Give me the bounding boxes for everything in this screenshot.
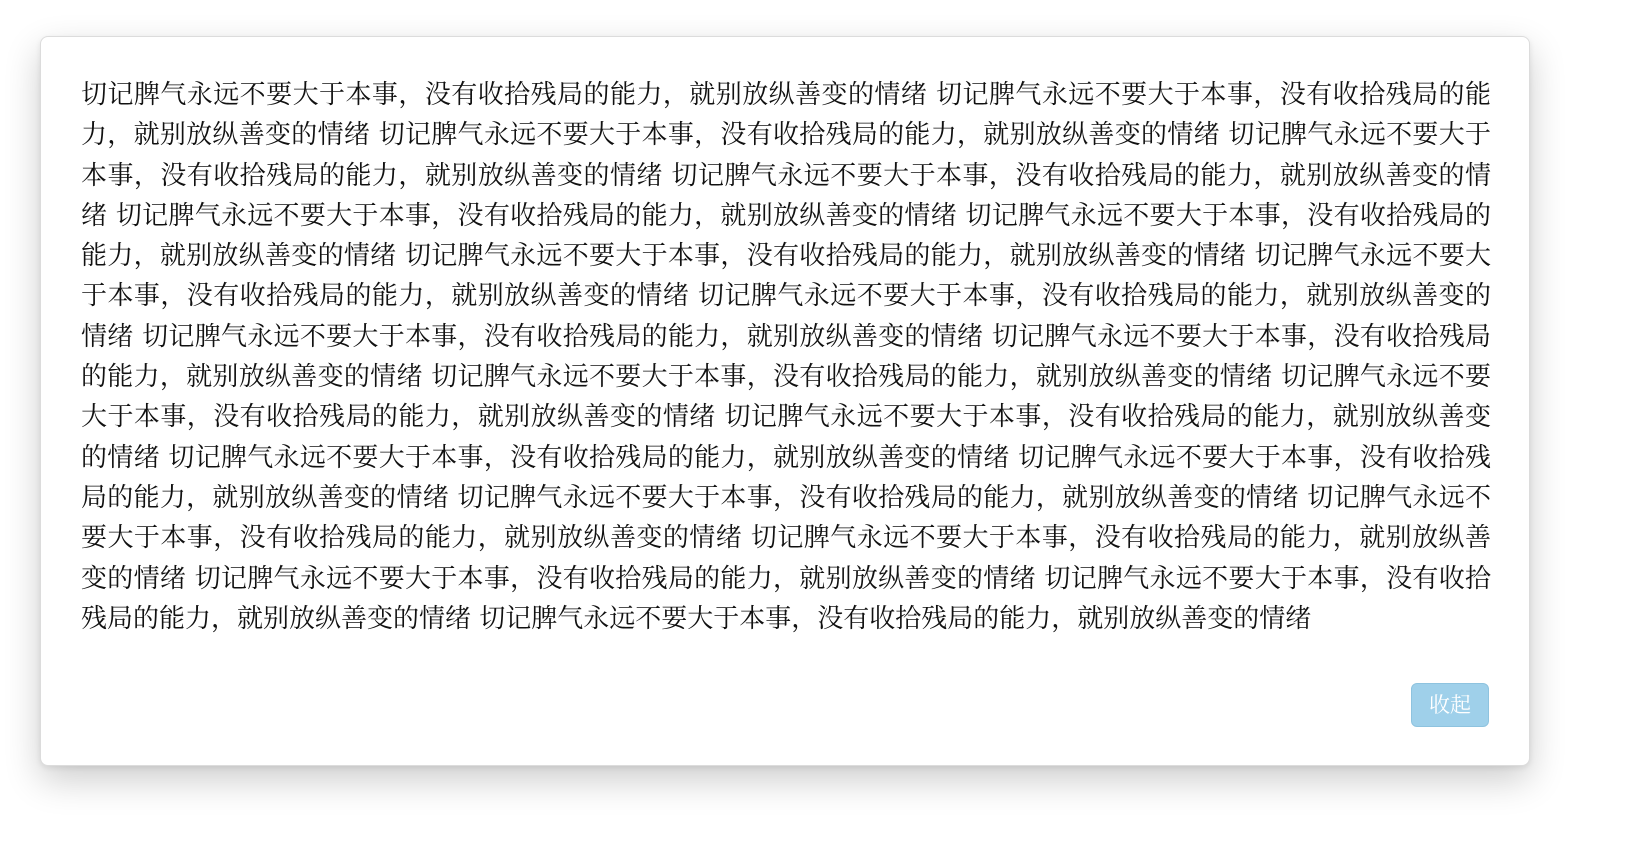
collapse-button[interactable]: 收起 — [1411, 683, 1489, 727]
expanded-text: 切记脾气永远不要大于本事，没有收拾残局的能力，就别放纵善变的情绪 切记脾气永远不要大于本事，没有收拾残局的能力，就别放纵善变的情绪 切记脾气永远不要大于本事，没有收拾残局的能力，就别放纵善变的情绪 切记脾气永远不要大于本事，没有收拾残局的能力，就别放纵善变的情绪 切记脾气永远不要大于本事，没有收拾残局的能力，就别放纵善变的情绪 切记脾气永远不要大于本事，没有收拾残局的能力，就别放纵善变的情绪 切记脾气永远不要大于本事，没有收拾残局的能力，就别放纵善变的情绪 切记脾气永远不要大于本事，没有收拾残局的能力，就别放纵善变的情绪 切记脾气永远不要大于本事，没有收拾残局的能力，就别放纵善变的情绪 切记脾气永远不要大于本事，没有收拾残局的能力，就别放纵善变的情绪 切记脾气永远不要大于本事，没有收拾残局的能力，就别放纵善变的情绪 切记脾气永远不要大于本事，没有收拾残局的能力，就别放纵善变的情绪 切记脾气永远不要大于本事，没有收拾残局的能力，就别放纵善变的情绪 切记脾气永远不要大于本事，没有收拾残局的能力，就别放纵善变的情绪 切记脾气永远不要大于本事，没有收拾残局的能力，就别放纵善变的情绪 切记脾气永远不要大于本事，没有收拾残局的能力，就别放纵善变的情绪 切记脾气永远不要大于本事，没有收拾残局的能力，就别放纵善变的情绪 切记脾气永远不要大于本事，没有收拾残局的能力，就别放纵善变的情绪 切记脾气永远不要大于本事，没有收拾残局的能力，就别放纵善变的情绪 切记脾气永远不要大于本事，没有收拾残局的能力，就别放纵善变的情绪 切记脾气永远不要大于本事，没有收拾残局的能力，就别放纵善变的情绪 切记脾气永远不要大于本事，没有收拾残局的能力，就别放纵善变的情绪 切记脾气永远不要大于本事，没有收拾残局的能力，就别放纵善变的情绪 — [81, 80, 1491, 634]
text-card — [40, 36, 1530, 766]
